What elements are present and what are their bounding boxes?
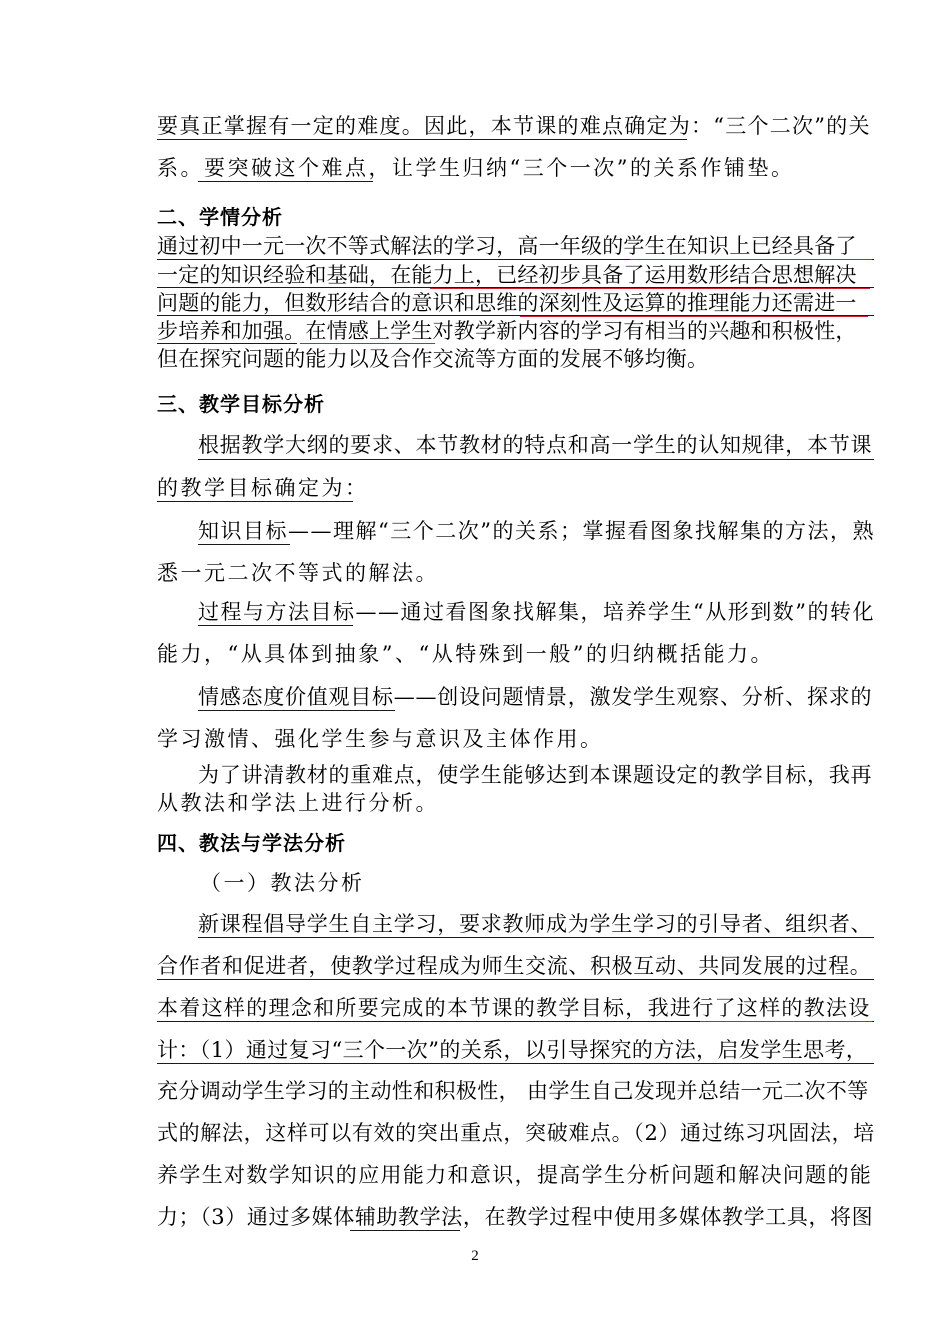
text-underline [300,343,435,344]
text-line: 式的解法，这样可以有效的突出重点，突破难点。（2）通过练习巩固法，培 [157,1121,875,1145]
text-line: 新课程倡导学生自主学习，要求教师成为学生学习的引导者、组织者、 [198,912,873,936]
text-line: 通过初中一元一次不等式解法的学习，高一年级的学生在知识上已经具备了 [157,234,857,258]
text-line: 学习激情、强化学生参与意识及主体作用。 [157,727,604,751]
section-heading: 四、教法与学法分析 [157,831,346,855]
text-line: 一定的知识经验和基础，在能力上，已经初步具备了运用数形结合思想解决 [157,263,857,287]
text-underline [198,459,874,460]
text-line: 根据教学大纲的要求、本节教材的特点和高一学生的认知规律，本节课 [198,433,873,457]
page-number: 2 [471,1248,479,1264]
text-line: 的教学目标确定为： [157,476,369,500]
text-line: 过程与方法目标——通过看图象找解集，培养学生“从形到数”的转化 [198,600,875,624]
text-line: 但在探究问题的能力以及合作交流等方面的发展不够均衡。 [157,347,709,371]
text-underline [198,710,395,711]
text-underline [157,139,687,140]
text-underline [157,979,874,980]
text-underline [700,1021,872,1022]
text-line: 计：（1）通过复习“三个一次”的关系，以引导探究的方法，启发学生思考， [157,1038,868,1062]
text-line: 系。要突破这个难点，让学生归纳“三个一次”的关系作铺垫。 [157,156,795,180]
section-heading: 三、教学目标分析 [157,392,325,416]
text-underline [198,544,290,545]
section-heading: 二、学情分析 [157,205,283,229]
text-underline [350,1230,460,1231]
text-line: 合作者和促进者，使教学过程成为师生交流、积极互动、共同发展的过程。 [157,954,872,978]
subsection-heading: （一）教法分析 [200,871,365,895]
text-underline [157,1063,874,1064]
text-line: 充分调动学生学习的主动性和积极性， 由学生自己发现并总结一元二次不等 [157,1079,869,1103]
text-line: 问题的能力，但数形结合的意识和思维的深刻性及运算的推理能力还需进一 [157,291,857,315]
text-underline [157,501,353,502]
text-underline [198,181,373,182]
text-underline [198,937,874,938]
text-line: 从教法和学法上进行分析。 [157,791,439,815]
text-line: 本着这样的理念和所要完成的本节课的教学目标，我进行了这样的教法设 [157,996,871,1020]
text-line: 悉一元二次不等式的解法。 [157,561,439,585]
text-underline [157,343,297,344]
text-line: 养学生对数学知识的应用能力和意识，提高学生分析问题和解决问题的能 [157,1163,873,1187]
text-line: 步培养和加强。在情感上学生对教学新内容的学习有相当的兴趣和积极性， [157,319,857,343]
text-line: 为了讲清教材的重难点，使学生能够达到本课题设定的教学目标，我再 [198,763,873,787]
text-line: 知识目标——理解“三个二次”的关系；掌握看图象找解集的方法，熟 [198,519,875,543]
text-line: 要真正掌握有一定的难度。因此，本节课的难点确定为：“三个二次”的关 [157,114,871,138]
text-line: 能力，“从具体到抽象”、“从特殊到一般”的归纳概括能力。 [157,642,774,666]
text-underline [520,316,868,317]
text-underline [630,259,872,260]
text-line: 情感态度价值观目标——创设问题情景，激发学生观察、分析、探求的 [198,685,873,709]
text-underline [430,288,870,289]
text-underline [198,625,353,626]
text-line: 力；（3）通过多媒体辅助教学法，在教学过程中使用多媒体教学工具，将图 [157,1205,874,1229]
